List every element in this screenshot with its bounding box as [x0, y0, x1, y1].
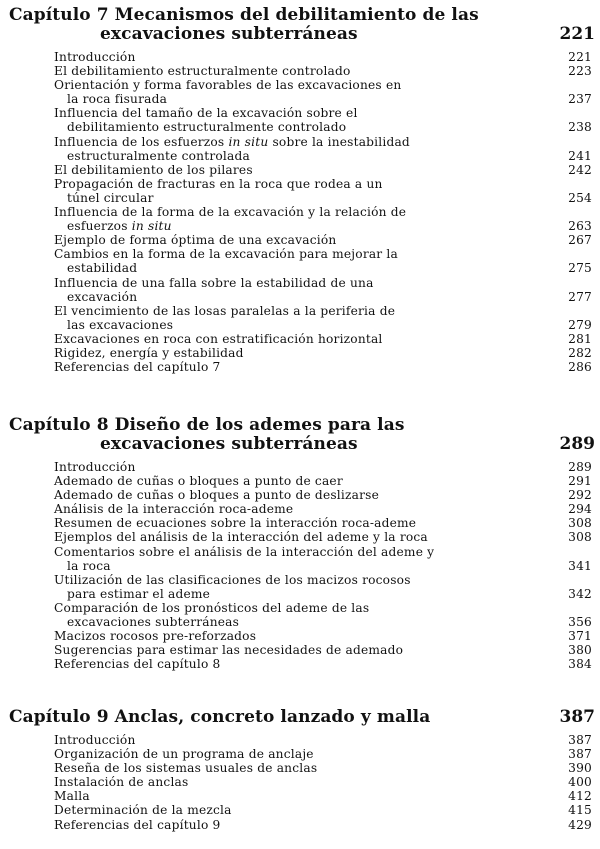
entry-title: Análisis de la interacción roca-ademe — [54, 502, 294, 517]
entry-page: 412 — [568, 789, 592, 804]
chapter-page-number: 289 — [559, 434, 595, 454]
entry-title: Referencias del capítulo 8 — [54, 657, 221, 672]
entry-title: Introducción — [54, 50, 136, 64]
entry-page: 371 — [568, 629, 592, 644]
entry-title: Introducción — [54, 733, 136, 747]
entry-page: 281 — [568, 331, 592, 346]
entry-title: Rigidez, energía y estabilidad — [54, 345, 244, 360]
entry-title: Referencias del capítulo 9 — [54, 817, 221, 832]
entry-page: 263 — [568, 219, 592, 234]
entry-page: 387 — [568, 747, 592, 762]
toc-entry[interactable] — [9, 346, 595, 360]
entry-title: Utilización de las clasificaciones de los macizos rocosos — [54, 572, 411, 587]
chapter-8 — [9, 416, 595, 671]
toc-entry[interactable] — [9, 545, 595, 573]
entry-title-continued: debilitamiento estructuralmente controlado — [67, 120, 347, 135]
entry-title: Influencia de una falla sobre la estabilidad de una — [54, 275, 374, 290]
entry-title-continued: la roca fisurada — [67, 92, 168, 107]
entry-title: Determinación de la mezcla — [54, 803, 232, 818]
entry-title-continued: estabilidad — [67, 261, 138, 276]
entry-page: 429 — [568, 817, 592, 832]
toc-entry[interactable] — [9, 276, 595, 304]
entry-page: 267 — [568, 233, 592, 248]
entry-page: 384 — [568, 657, 592, 672]
toc-entry[interactable] — [9, 573, 595, 601]
entry-title-continued: túnel circular — [67, 190, 154, 205]
entry-title: Sugerencias para estimar las necesidades de ademado — [54, 643, 404, 658]
toc-entry[interactable] — [9, 775, 595, 789]
entry-page: 294 — [568, 502, 592, 517]
chapter-entries — [9, 733, 595, 832]
entry-page: 286 — [568, 360, 592, 375]
chapter-title — [9, 6, 595, 44]
chapter-heading — [9, 6, 595, 44]
entry-page: 308 — [568, 516, 592, 531]
toc-entry[interactable] — [9, 332, 595, 346]
entry-title-continued: las excavaciones — [67, 317, 174, 332]
toc-entry[interactable] — [9, 502, 595, 516]
entry-page: 308 — [568, 530, 592, 545]
toc-entry[interactable] — [9, 818, 595, 832]
entry-page: 238 — [568, 120, 592, 135]
entry-title: Referencias del capítulo 7 — [54, 360, 221, 375]
entry-title-continued: para estimar el ademe — [67, 586, 211, 601]
chapter-entries — [9, 50, 595, 374]
toc-entry[interactable] — [9, 78, 595, 106]
entry-page: 254 — [568, 190, 592, 205]
entry-title: Organización de un programa de anclaje — [54, 747, 314, 762]
entry-page: 242 — [568, 162, 592, 177]
toc-entry[interactable] — [9, 803, 595, 817]
toc-entry[interactable] — [9, 177, 595, 205]
entry-title: Resumen de ecuaciones sobre la interacción roca-ademe — [54, 516, 417, 531]
entry-title: Orientación y forma favorables de las excavaciones en — [54, 78, 402, 93]
entry-title: El vencimiento de las losas paralelas a la periferia de — [54, 303, 396, 318]
toc-entry[interactable] — [9, 629, 595, 643]
toc-entry[interactable] — [9, 488, 595, 502]
entry-page: 387 — [568, 733, 592, 747]
chapter-page-number: 387 — [559, 707, 595, 727]
chapter-heading — [9, 708, 595, 727]
entry-title: Comentarios sobre el análisis de la interacción del ademe y — [54, 544, 435, 559]
entry-page: 277 — [568, 289, 592, 304]
toc-entry[interactable] — [9, 163, 595, 177]
toc-entry[interactable] — [9, 761, 595, 775]
chapter-title-line-1: Capítulo 8 Diseño de los ademes para las — [9, 415, 405, 435]
entry-title: Instalación de anclas — [54, 775, 189, 790]
toc-entry[interactable] — [9, 64, 595, 78]
toc-entry[interactable] — [9, 135, 595, 163]
entry-page: 400 — [568, 775, 592, 790]
entry-page: 292 — [568, 488, 592, 503]
entry-title: Influencia de la forma de la excavación y la relación de — [54, 205, 407, 220]
entry-title: Comparación de los pronósticos del ademe de las — [54, 600, 370, 615]
toc-entry[interactable] — [9, 360, 595, 374]
toc-entry[interactable] — [9, 460, 595, 474]
entry-page: 221 — [568, 50, 592, 64]
toc-entry[interactable] — [9, 530, 595, 544]
entry-page: 415 — [568, 803, 592, 818]
toc-entry[interactable] — [9, 733, 595, 747]
entry-page: 356 — [568, 615, 592, 630]
entry-page: 291 — [568, 474, 592, 489]
entry-title: Ejemplo de forma óptima de una excavación — [54, 233, 337, 248]
toc-entry[interactable] — [9, 247, 595, 275]
entry-page: 237 — [568, 92, 592, 107]
chapter-title-line-2: excavaciones subterráneas — [100, 24, 358, 44]
entry-title-continued: la roca — [67, 558, 111, 573]
toc-entry[interactable] — [9, 516, 595, 530]
entry-page: 223 — [568, 64, 592, 79]
chapter-entries — [9, 460, 595, 671]
chapter-title — [9, 708, 595, 727]
entry-page: 289 — [568, 460, 592, 474]
chapter-title-line-1: Capítulo 7 Mecanismos del debilitamiento de las — [9, 5, 479, 25]
entry-page: 380 — [568, 643, 592, 658]
toc-entry[interactable] — [9, 643, 595, 657]
entry-title: Excavaciones en roca con estratificación horizontal — [54, 331, 383, 346]
entry-title-continued: excavación — [67, 289, 138, 304]
entry-title: Influencia del tamaño de la excavación sobre el — [54, 106, 358, 121]
toc-entry[interactable] — [9, 233, 595, 247]
chapter-heading — [9, 416, 595, 454]
chapter-title — [9, 416, 595, 454]
entry-title: Cambios en la forma de la excavación para mejorar la — [54, 247, 398, 262]
toc-entry[interactable] — [9, 789, 595, 803]
entry-title: El debilitamiento de los pilares — [54, 162, 253, 177]
entry-title: Reseña de los sistemas usuales de anclas — [54, 761, 318, 776]
toc-entry[interactable] — [9, 657, 595, 671]
toc-entry[interactable] — [9, 474, 595, 488]
chapter-page-number: 221 — [559, 24, 595, 44]
chapter-7 — [9, 6, 595, 374]
entry-page: 341 — [568, 558, 592, 573]
toc-entry[interactable] — [9, 205, 595, 233]
toc-entry[interactable] — [9, 304, 595, 332]
toc-entry[interactable] — [9, 106, 595, 134]
entry-title-continued: esfuerzos in situ — [67, 219, 172, 234]
entry-title: Influencia de los esfuerzos in situ sobre la inestabilidad — [54, 134, 410, 149]
chapter-title-line-1: Capítulo 9 Anclas, concreto lanzado y malla — [9, 707, 431, 727]
entry-title: Propagación de fracturas en la roca que rodea a un — [54, 176, 383, 191]
entry-title: Macizos rocosos pre-reforzados — [54, 629, 257, 644]
toc-entry[interactable] — [9, 601, 595, 629]
entry-page: 241 — [568, 148, 592, 163]
chapter-title-line-2: excavaciones subterráneas — [100, 434, 358, 454]
chapter-9 — [9, 708, 595, 832]
entry-page: 275 — [568, 261, 592, 276]
entry-page: 342 — [568, 586, 592, 601]
entry-title: Ademado de cuñas o bloques a punto de caer — [54, 474, 343, 489]
entry-title: Ademado de cuñas o bloques a punto de deslizarse — [54, 488, 379, 503]
entry-title: Introducción — [54, 460, 136, 474]
toc-entry[interactable] — [9, 50, 595, 64]
entry-title-continued: excavaciones subterráneas — [67, 615, 240, 630]
entry-title-continued: estructuralmente controlada — [67, 148, 250, 163]
toc-entry[interactable] — [9, 747, 595, 761]
entry-title: El debilitamiento estructuralmente controlado — [54, 64, 351, 79]
entry-title: Malla — [54, 789, 90, 804]
entry-title: Ejemplos del análisis de la interacción del ademe y la roca — [54, 530, 428, 545]
entry-page: 390 — [568, 761, 592, 776]
entry-page: 279 — [568, 317, 592, 332]
entry-page: 282 — [568, 345, 592, 360]
